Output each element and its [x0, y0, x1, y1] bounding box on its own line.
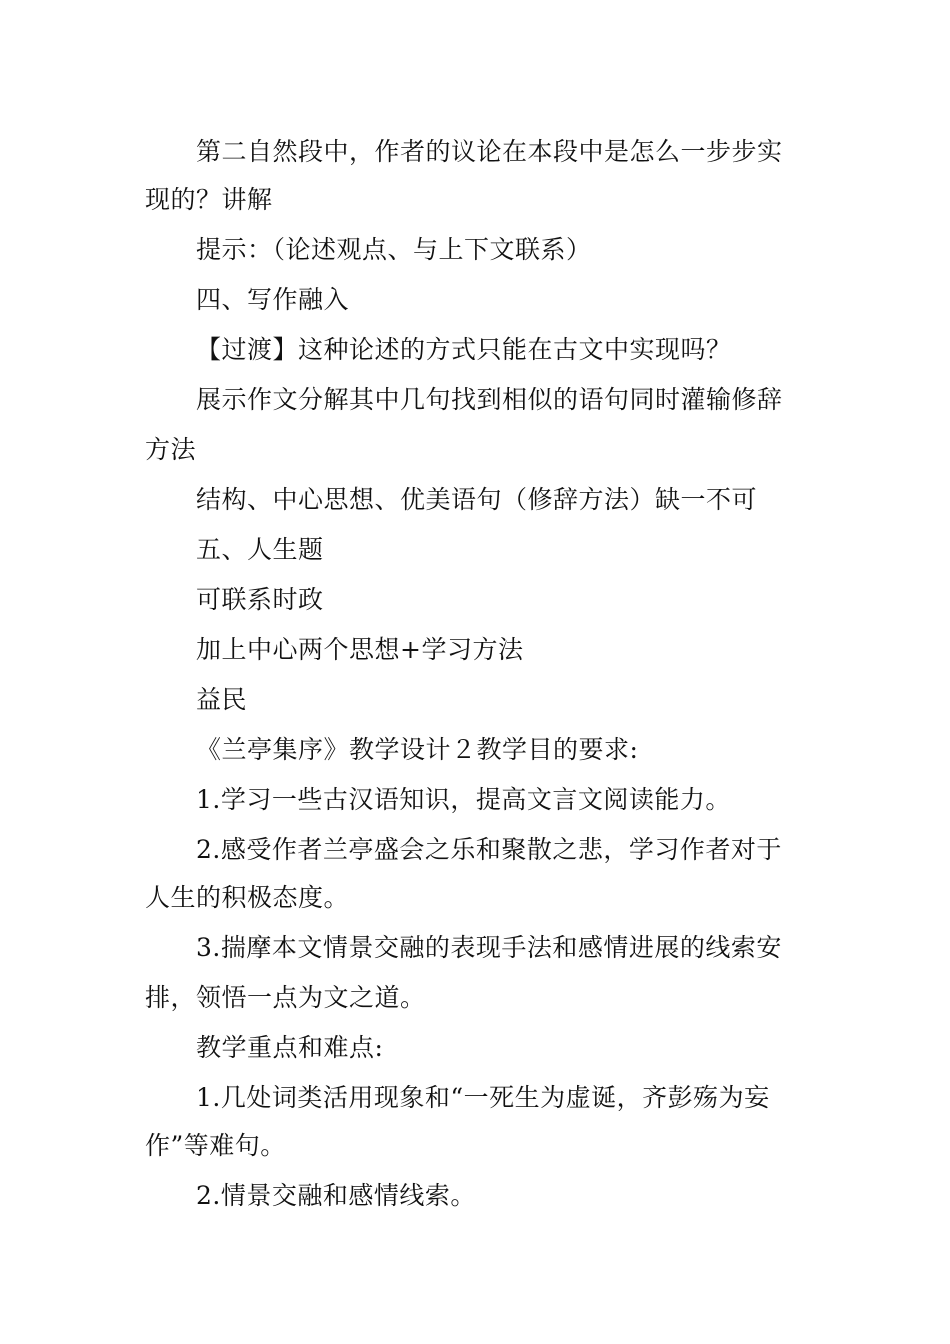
list-item: 3.揣摩本文情景交融的表现手法和感情进展的线索安: [196, 933, 782, 962]
paragraph-line: 展示作文分解其中几句找到相似的语句同时灌输修辞: [196, 385, 783, 414]
list-item-continuation: 人生的积极态度。: [145, 883, 350, 912]
list-item-continuation: 作”等难句。: [145, 1131, 286, 1160]
paragraph-line: 可联系时政: [196, 585, 324, 614]
list-item-continuation: 排，领悟一点为文之道。: [145, 983, 426, 1012]
paragraph-line: 第二自然段中，作者的议论在本段中是怎么一步步实: [196, 137, 783, 166]
list-item: 2.情景交融和感情线索。: [196, 1181, 476, 1210]
paragraph-line: 益民: [196, 685, 248, 714]
list-item: 1.几处词类活用现象和“一死生为虚诞，齐彭殇为妄: [196, 1083, 770, 1112]
paragraph-line: 现的？讲解: [145, 185, 273, 214]
paragraph-line: 【过渡】这种论述的方式只能在古文中实现吗？: [196, 335, 732, 364]
list-item: 2.感受作者兰亭盛会之乐和聚散之悲，学习作者对于: [196, 835, 782, 864]
section-heading: 教学重点和难点:: [196, 1033, 384, 1062]
paragraph-line: 提示：（论述观点、与上下文联系）: [196, 235, 592, 264]
section-heading: 五、人生题: [196, 535, 324, 564]
paragraph-line: 方法: [145, 435, 197, 464]
list-item: 1.学习一些古汉语知识，提高文言文阅读能力。: [196, 785, 731, 814]
paragraph-line: 《兰亭集序》教学设计２教学目的要求:: [196, 735, 639, 764]
paragraph-line: 加上中心两个思想+学习方法: [196, 635, 524, 664]
section-heading: 四、写作融入: [196, 285, 350, 314]
paragraph-line: 结构、中心思想、优美语句（修辞方法）缺一不可: [196, 485, 758, 514]
